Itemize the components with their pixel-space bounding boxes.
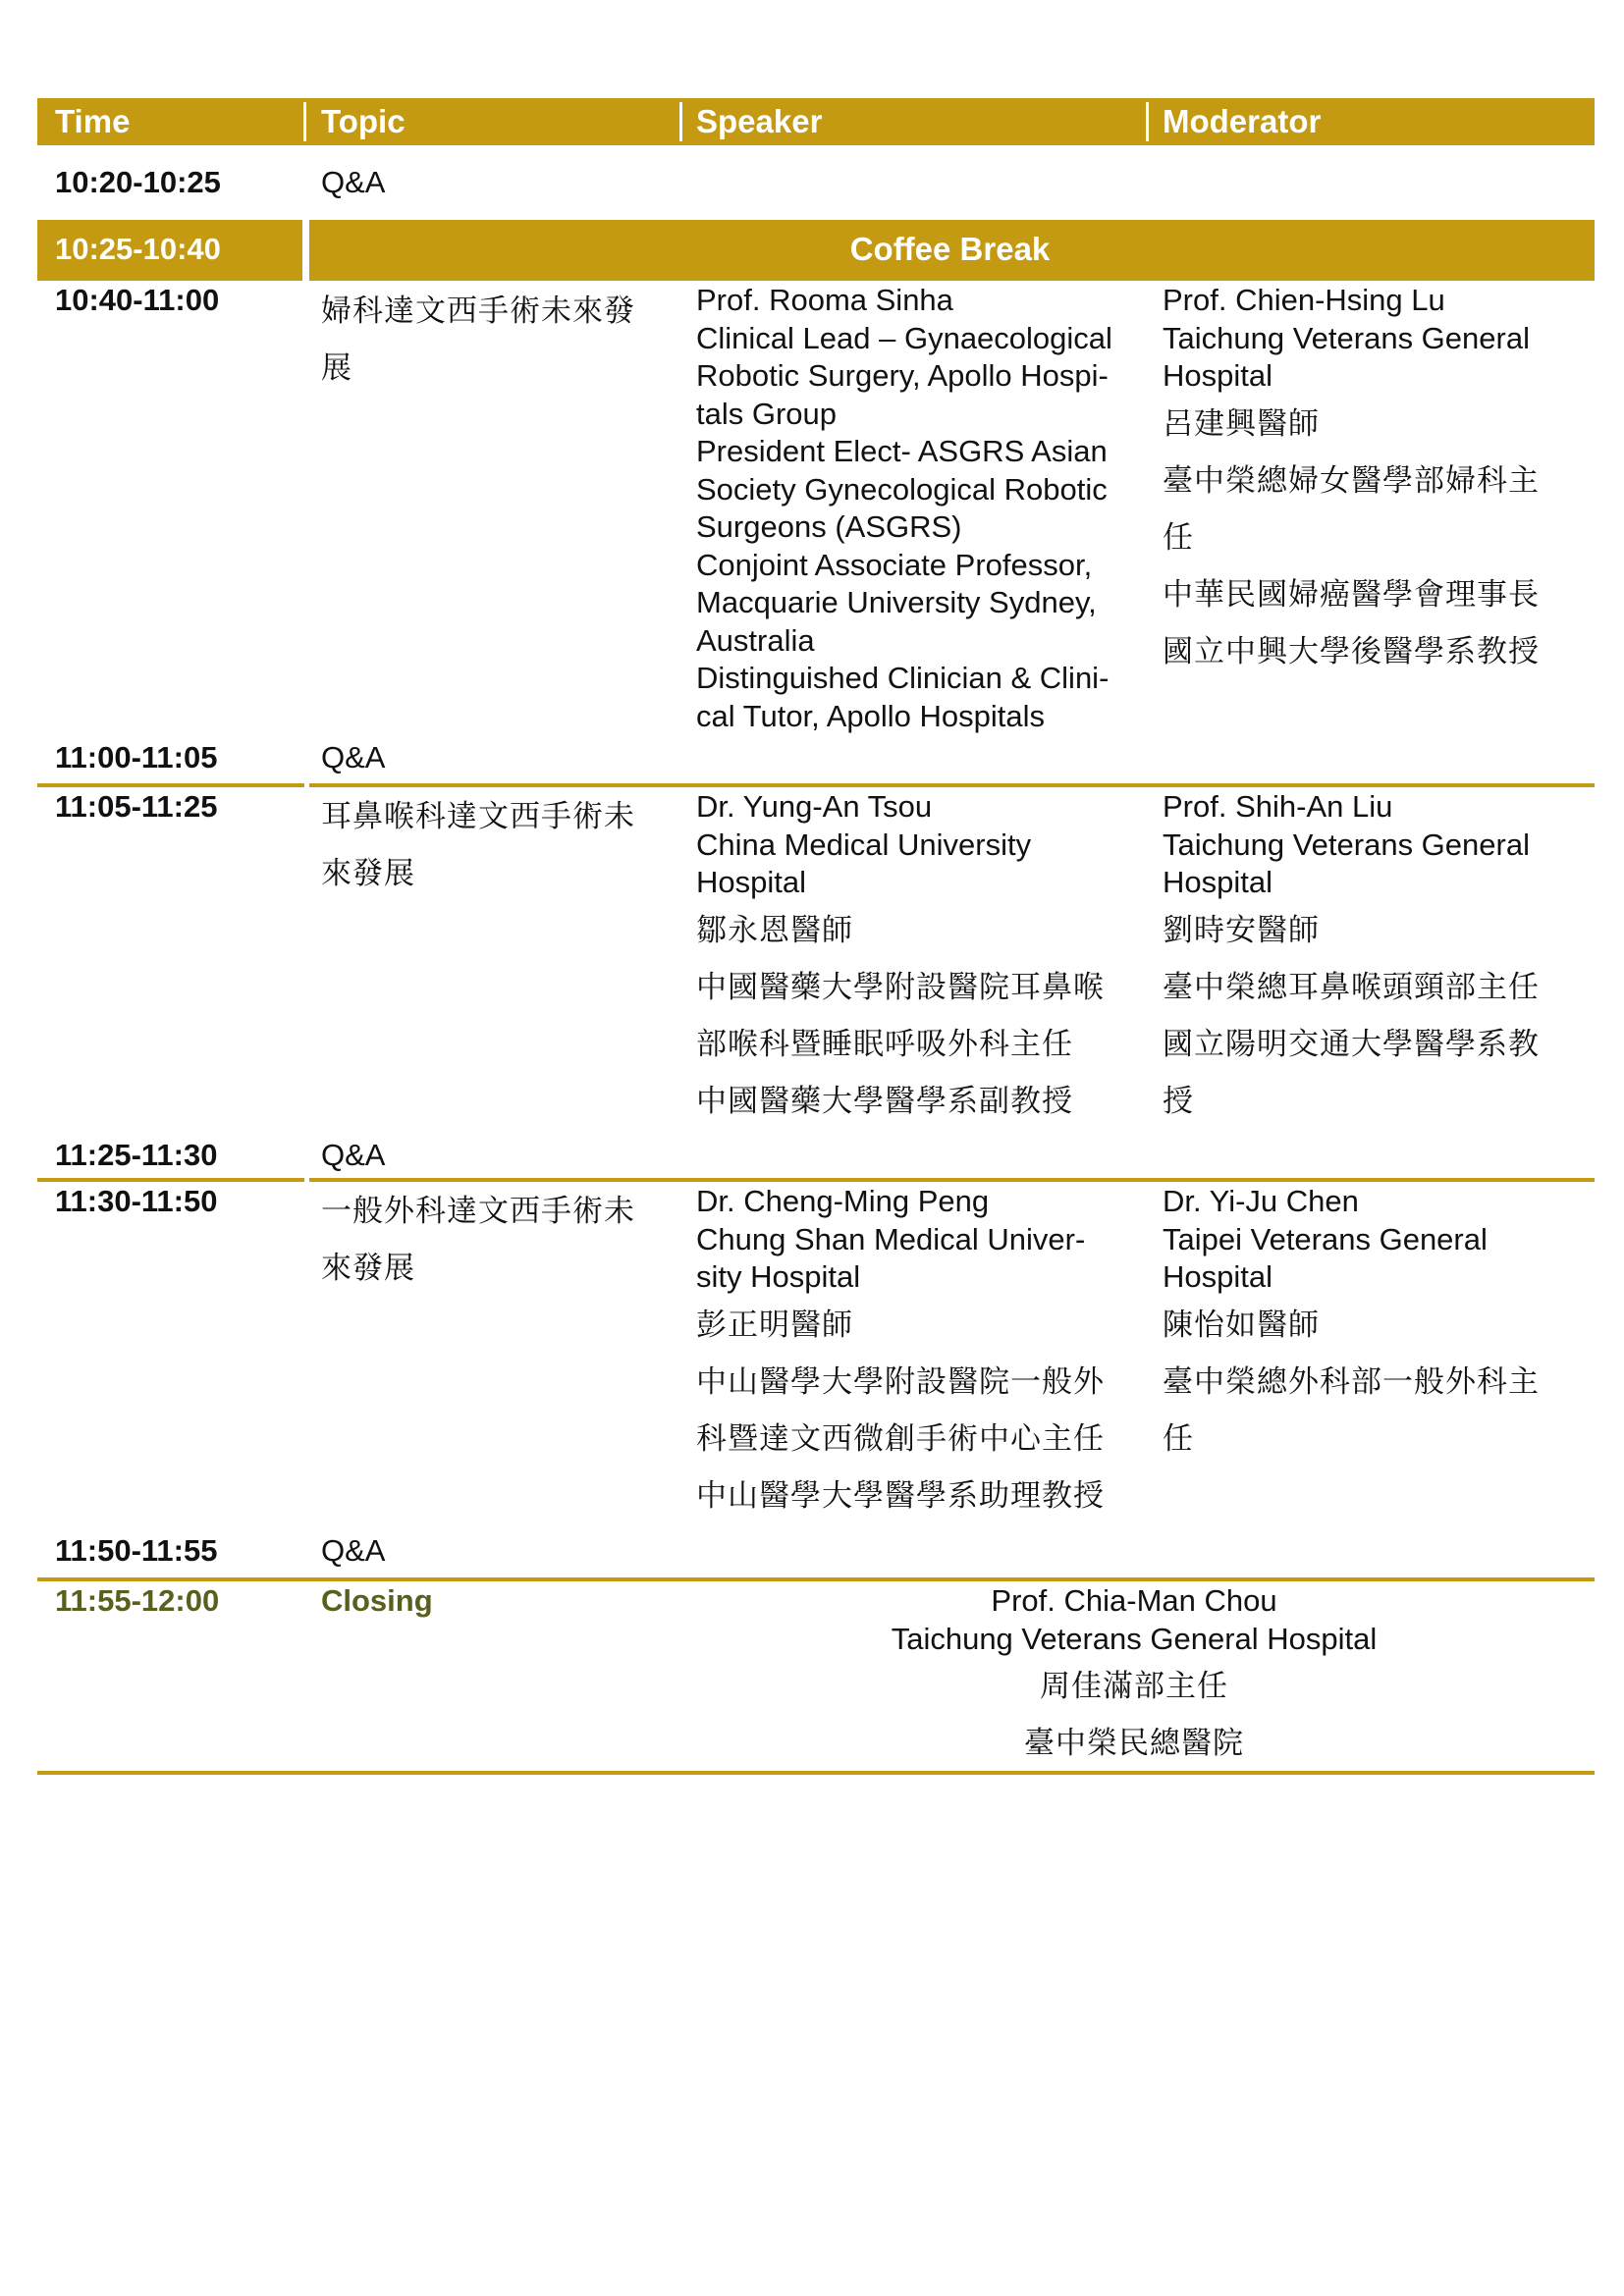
row-time: 10:20-10:25 bbox=[55, 165, 221, 199]
session-1-topic: 婦科達文西手術未來發 展 bbox=[321, 294, 635, 385]
header-topic: Topic bbox=[321, 103, 406, 139]
header-divider bbox=[303, 102, 306, 141]
row-topic: Q&A bbox=[321, 1533, 386, 1568]
header-divider bbox=[1146, 102, 1149, 141]
session-3-time: 11:30-11:50 bbox=[55, 1184, 218, 1218]
coffee-time: 10:25-10:40 bbox=[55, 232, 221, 266]
session-3-moderator: Dr. Yi-Ju Chen Taipei Veterans General Hospital 陳怡如醫師 臺中榮總外科部一般外科主 任 bbox=[1163, 1184, 1540, 1456]
session-1-moderator: Prof. Chien-Hsing Lu Taichung Veterans General Hospital 呂建興醫師 臺中榮總婦女醫學部婦科主 任 中華民國婦癌醫學會理事長 國立中興大學後醫學系教授 bbox=[1163, 283, 1540, 668]
closing-time: 11:55-12:00 bbox=[55, 1583, 220, 1618]
row-topic: Q&A bbox=[321, 165, 386, 199]
row-divider bbox=[37, 1178, 304, 1182]
header-time: Time bbox=[55, 103, 131, 139]
table-bottom-rule bbox=[37, 1771, 1595, 1775]
row-divider bbox=[37, 783, 304, 787]
closing-topic: Closing bbox=[321, 1583, 433, 1618]
header-divider bbox=[679, 102, 682, 141]
session-3-speaker: Dr. Cheng-Ming Peng Chung Shan Medical Univer- sity Hospital 彭正明醫師 中山醫學大學附設醫院一般外 科暨達文西微創手術中心主任 中山醫學大學醫學系助理教授 bbox=[696, 1184, 1105, 1513]
row-divider bbox=[37, 1577, 1595, 1581]
session-2-time: 11:05-11:25 bbox=[55, 789, 218, 824]
row-topic: Q&A bbox=[321, 740, 386, 774]
session-3-topic: 一般外科達文西手術未 來發展 bbox=[321, 1194, 635, 1285]
row-divider bbox=[309, 783, 1595, 787]
header-moderator: Moderator bbox=[1163, 103, 1322, 139]
session-2-speaker: Dr. Yung-An Tsou China Medical University Hospital 鄒永恩醫師 中國醫藥大學附設醫院耳鼻喉 部喉科暨睡眠呼吸外科主任 中國醫藥大學醫學系副教授 bbox=[696, 789, 1105, 1118]
session-2-moderator: Prof. Shih-An Liu Taichung Veterans General Hospital 劉時安醫師 臺中榮總耳鼻喉頭頸部主任 國立陽明交通大學醫學系教 授 bbox=[1163, 789, 1540, 1118]
closing-speaker: Prof. Chia-Man Chou Taichung Veterans General Hospital 周佳滿部主任 臺中榮民總醫院 bbox=[891, 1583, 1378, 1760]
row-topic: Q&A bbox=[321, 1138, 386, 1172]
header-speaker: Speaker bbox=[696, 103, 823, 139]
row-time: 11:25-11:30 bbox=[55, 1138, 218, 1172]
session-1-time: 10:40-11:00 bbox=[55, 283, 220, 317]
coffee-break-label: Coffee Break bbox=[849, 231, 1051, 267]
row-time: 11:00-11:05 bbox=[55, 740, 218, 774]
session-2-topic: 耳鼻喉科達文西手術未 來發展 bbox=[321, 799, 635, 890]
row-time: 11:50-11:55 bbox=[55, 1533, 218, 1568]
session-1-speaker: Prof. Rooma Sinha Clinical Lead – Gynaecological Robotic Surgery, Apollo Hospi- tals Group President Elect- ASGRS Asian Society Gynecological Robotic Surgeons (ASGRS) Conjoint Associate Professor, Macquarie University Sydney, Australia Distinguished Clinician & Clini- cal Tutor, Apollo Hospitals bbox=[696, 283, 1112, 733]
row-divider bbox=[309, 1178, 1595, 1182]
